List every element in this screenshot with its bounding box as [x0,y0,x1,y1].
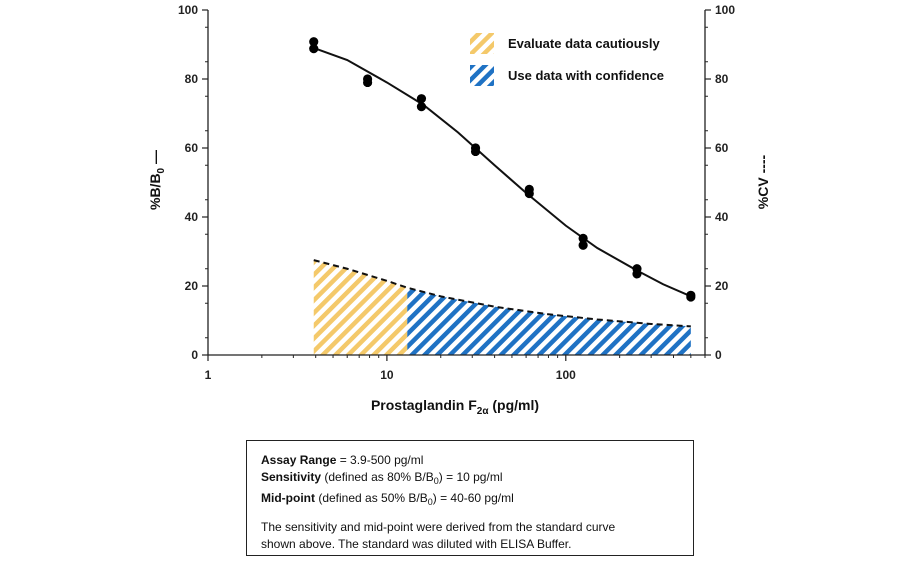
right-y-tick-label: 100 [715,3,736,17]
bb0-data-point [579,241,588,250]
right-y-tick-label: 40 [715,210,729,224]
legend-label-cautious: Evaluate data cautiously [508,36,660,51]
right-y-tick-label: 0 [715,348,722,362]
left-y-tick-label: 40 [184,210,198,224]
legend-swatch-cautious [470,33,494,54]
bb0-data-point [525,189,534,198]
legend-swatch-confidence [470,65,494,86]
right-y-tick-label: 80 [715,72,729,86]
midpoint-label: Mid-point [261,491,315,505]
left-y-axis-title-suffix: — [147,149,163,168]
note-line-1: The sensitivity and mid-point were derived from the standard curve [261,520,616,534]
left-y-axis-title-subscript: 0 [156,167,167,174]
x-axis-title: Prostaglandin $F_{2\alpha}$ (pg/ml) [370,397,540,417]
assay-range-value: = 3.9-500 pg/ml [336,453,424,467]
right-y-axis-title: %CV ---- [755,154,771,210]
note-line-2: shown above. The standard was diluted with ELISA Buffer. [261,537,572,551]
bb0-data-point [309,44,318,53]
bb0-data-point [363,78,372,87]
sensitivity-text-b: ) = 10 pg/ml [438,470,503,484]
midpoint-text-b: ) = 40-60 pg/ml [432,491,514,505]
right-y-tick-label: 20 [715,279,729,293]
midpoint-text-a: (defined as 50% B/B [314,491,428,505]
region-cautious [314,260,408,355]
left-y-tick-label: 100 [177,3,198,17]
midpoint-line [261,490,679,511]
assay-range-line [261,452,679,469]
left-y-tick-label: 0 [191,348,198,362]
x-tick-label: 100 [555,368,576,382]
bb0-data-point [417,102,426,111]
right-y-tick-label: 60 [715,141,729,155]
midpoint-subscript: 0 [427,497,433,507]
x-tick-label: 1 [204,368,212,382]
bb0-data-point [632,269,641,278]
sensitivity-subscript: 0 [433,476,439,486]
x-tick-label: 10 [380,368,394,382]
bb0-data-point [417,94,426,103]
bb0-data-point [686,292,695,301]
sensitivity-line [261,469,679,490]
x-axis-title-subscript: 2α [476,406,489,417]
bb0-data-point [471,147,480,156]
legend [470,33,664,86]
sensitivity-label: Sensitivity [261,470,322,484]
left-y-tick-label: 80 [184,72,198,86]
left-y-tick-label: 20 [184,279,198,293]
x-axis-title-unit: (pg/ml) [488,397,540,413]
assay-range-label: Assay Range [261,453,337,467]
sensitivity-text-a: (defined as 80% B/B [321,470,434,484]
legend-label-confidence: Use data with confidence [508,68,665,83]
left-y-tick-label: 60 [184,141,198,155]
assay-info-box [246,440,694,556]
left-y-axis-title: $\%B/B_0$ — [147,149,167,211]
